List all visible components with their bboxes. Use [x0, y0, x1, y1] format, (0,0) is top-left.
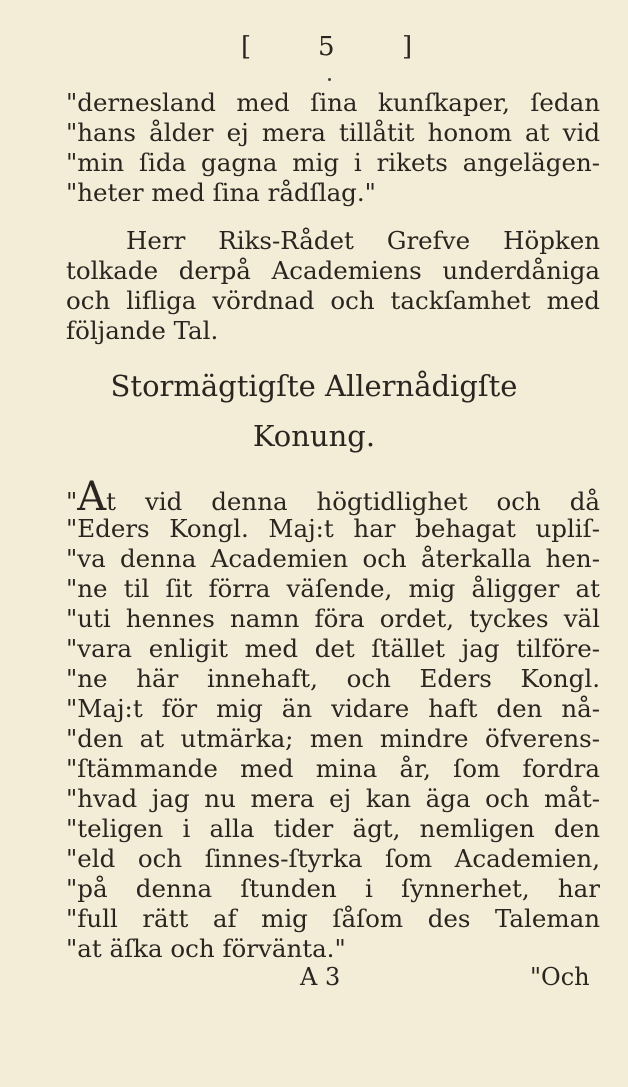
text-line: Herr Riks-Rådet Grefve Höpken: [126, 226, 600, 255]
header-bracket-left: [: [241, 32, 254, 62]
text-line: och lifliga vördnad och tackſamhet med: [66, 286, 600, 315]
text-line: "ne här innehaft, och Eders Kongl.: [66, 664, 600, 693]
text-line: "Maj:t för mig än vidare haft den nå-: [66, 694, 600, 723]
text-line: "Eders Kongl. Maj:t har behagat upliſ-: [66, 514, 600, 543]
text-line: "den at utmärka; men mindre öfverens-: [66, 724, 600, 753]
text-line: "hvad jag nu mera ej kan äga och måt-: [66, 784, 600, 813]
text-line: "dernesland med ſina kunſkaper, ſedan: [66, 88, 600, 117]
speech-heading-subtitle: Konung.: [252, 419, 376, 453]
text-line: "hans ålder ej mera tillåtit honom at vid: [66, 118, 600, 147]
text-line: "at äſka och förvänta.": [66, 934, 346, 963]
catchword: "Och: [530, 963, 590, 991]
text-line: "heter med ſina rådſlag.": [66, 178, 376, 207]
text-line: tolkade derpå Academiens underdåniga: [66, 256, 600, 285]
text-line: "min ſida gagna mig i rikets angelägen-: [66, 148, 600, 177]
text-line: "vara enligit med det ſtället jag tilföre-: [66, 634, 600, 663]
text-line: "ſtämmande med mina år, ſom fordra: [66, 754, 600, 783]
first-line-text: t vid denna högtidlighet och då: [106, 487, 600, 516]
drop-cap: A: [77, 474, 107, 520]
text-line: "uti hennes namn föra ordet, tyckes väl: [66, 604, 600, 633]
speech-first-line: [66, 474, 600, 520]
page-number: 5: [318, 32, 337, 62]
signature-mark: A 3: [300, 963, 341, 991]
text-line: "full rätt af mig ſåſom des Taleman: [66, 904, 600, 933]
text-line: följande Tal.: [66, 316, 219, 345]
text-line: "eld och ſinnes-ſtyrka ſom Academien,: [66, 844, 600, 873]
quote-mark: ": [66, 487, 78, 516]
text-line: "teligen i alla tider ägt, nemligen den: [66, 814, 600, 843]
text-line: "ne til ſit förra väſende, mig åligger at: [66, 574, 600, 603]
ornament-dot: [328, 78, 331, 81]
text-line: "va denna Academien och återkalla hen-: [66, 544, 600, 573]
header-bracket-right: ]: [402, 32, 415, 62]
speech-heading: Stormägtigſte Allernådigſte: [110, 369, 518, 403]
text-line: "på denna ſtunden i ſynnerhet, har: [66, 874, 600, 903]
